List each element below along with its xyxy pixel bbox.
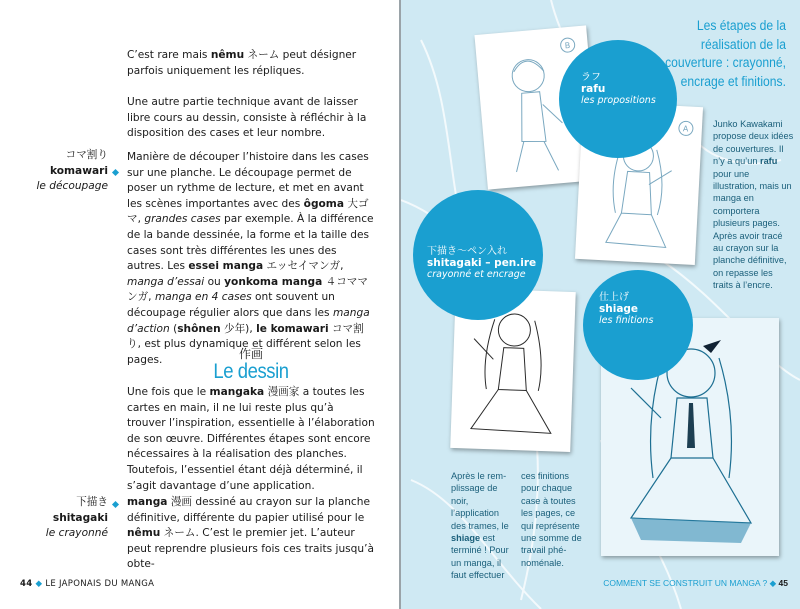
folio-diamond-icon: ◆: [35, 579, 43, 589]
sketch-mark-b: B: [564, 40, 571, 51]
bullet-diamond-icon: [112, 169, 119, 176]
sketch-mark-a: A: [682, 124, 689, 134]
bullet-diamond-icon: [112, 501, 119, 508]
margin-note-komawari: コマ割り komawari le découpage: [36, 149, 108, 193]
figure-caption: Les étapes de la réalisation de la couverture : crayonné, encrage et finitions.: [665, 18, 786, 89]
paragraph-nemu: C’est rare mais nêmu ネーム peut désigner parfois uniquement les répliques.: [127, 49, 357, 77]
paragraph-dessin: Une fois que le mangaka 漫画家 a toutes les cartes en main, il ne lui reste plus qu’à trouver l’inspiration, essentielle à l’élaboration de son œuvre. Différentes étapes sont encore nécessaires à la réalisation des planches. Toutefois, l’essentiel étant déjà déterminé, il s’agit davantage d’une application.: [127, 386, 375, 492]
paragraph-komawari: Manière de découper l’histoire dans les cases sur une planche. Le découpage permet de poser un rythme de lecture, et met en avant les scènes importantes avec des ôgoma 大ゴマ, grandes cases par exemple. À la différence de la bande dessinée, la forme et la taille des cases sont très différentes les unes des autres. Les essei manga エッセイマンガ, manga d’essai ou yonkoma manga ４コママンガ, manga en 4 cases ont souvent un découpage régulier alors que dans les manga d’action (shônen 少年), le komawari コマ割り, est plus dynamique et différent selon les pages.: [127, 151, 374, 366]
bottom-text-shiage-b: ces finitions pour chaque case à toutes les pages, ce qui représente une somme de travail phénoménale.: [521, 471, 582, 568]
paragraph-technique: Une autre partie technique avant de laisser libre cours au dessin, consiste à réfléchir à la disposition des cases et leur nombre.: [127, 96, 367, 140]
right-folio: COMMENT SE CONSTRUIT UN MANGA ? ◆ 45: [603, 578, 788, 588]
step-circle-rafu: ラフ rafu les propositions: [559, 40, 677, 158]
left-page: [0, 0, 399, 609]
side-text-rafu: Junko Kawakami propose deux idées de couvertures. Il n’y a qu’un rafu pour une illustration, mais un manga en comportera plusieurs pages. Après avoir tracé au crayon sur la planche définitive, on repasse les traits à l’encre.: [713, 119, 794, 291]
folio-diamond-icon: ◆: [769, 578, 777, 588]
bottom-text-shiage-a: Après le remplissage de noir, l’application des trames, le shiage est terminé ! Pour un manga, il faut effectuer: [451, 471, 509, 581]
step-circle-shitagaki: 下描き～ペン入れ shitagaki – pen.ire crayonné et encrage: [413, 190, 543, 320]
section-title: Le dessin: [213, 360, 289, 383]
section-japanese-title: 作画: [238, 347, 263, 361]
step-circle-shiage: 仕上げ shiage les finitions: [583, 270, 693, 380]
paragraph-shitagaki: manga 漫画 dessiné au crayon sur la planche définitive, différente du papier utilisé pour le nêmu ネーム. C’est le premier jet. L’auteur peut reprendre plusieurs fois ces traits jusqu’à obte-: [127, 496, 374, 571]
margin-note-shitagaki: 下描き shitagaki le crayonné: [45, 496, 108, 540]
right-page: [401, 0, 800, 609]
left-folio: 44 ◆ LE JAPONAIS DU MANGA: [20, 579, 155, 589]
